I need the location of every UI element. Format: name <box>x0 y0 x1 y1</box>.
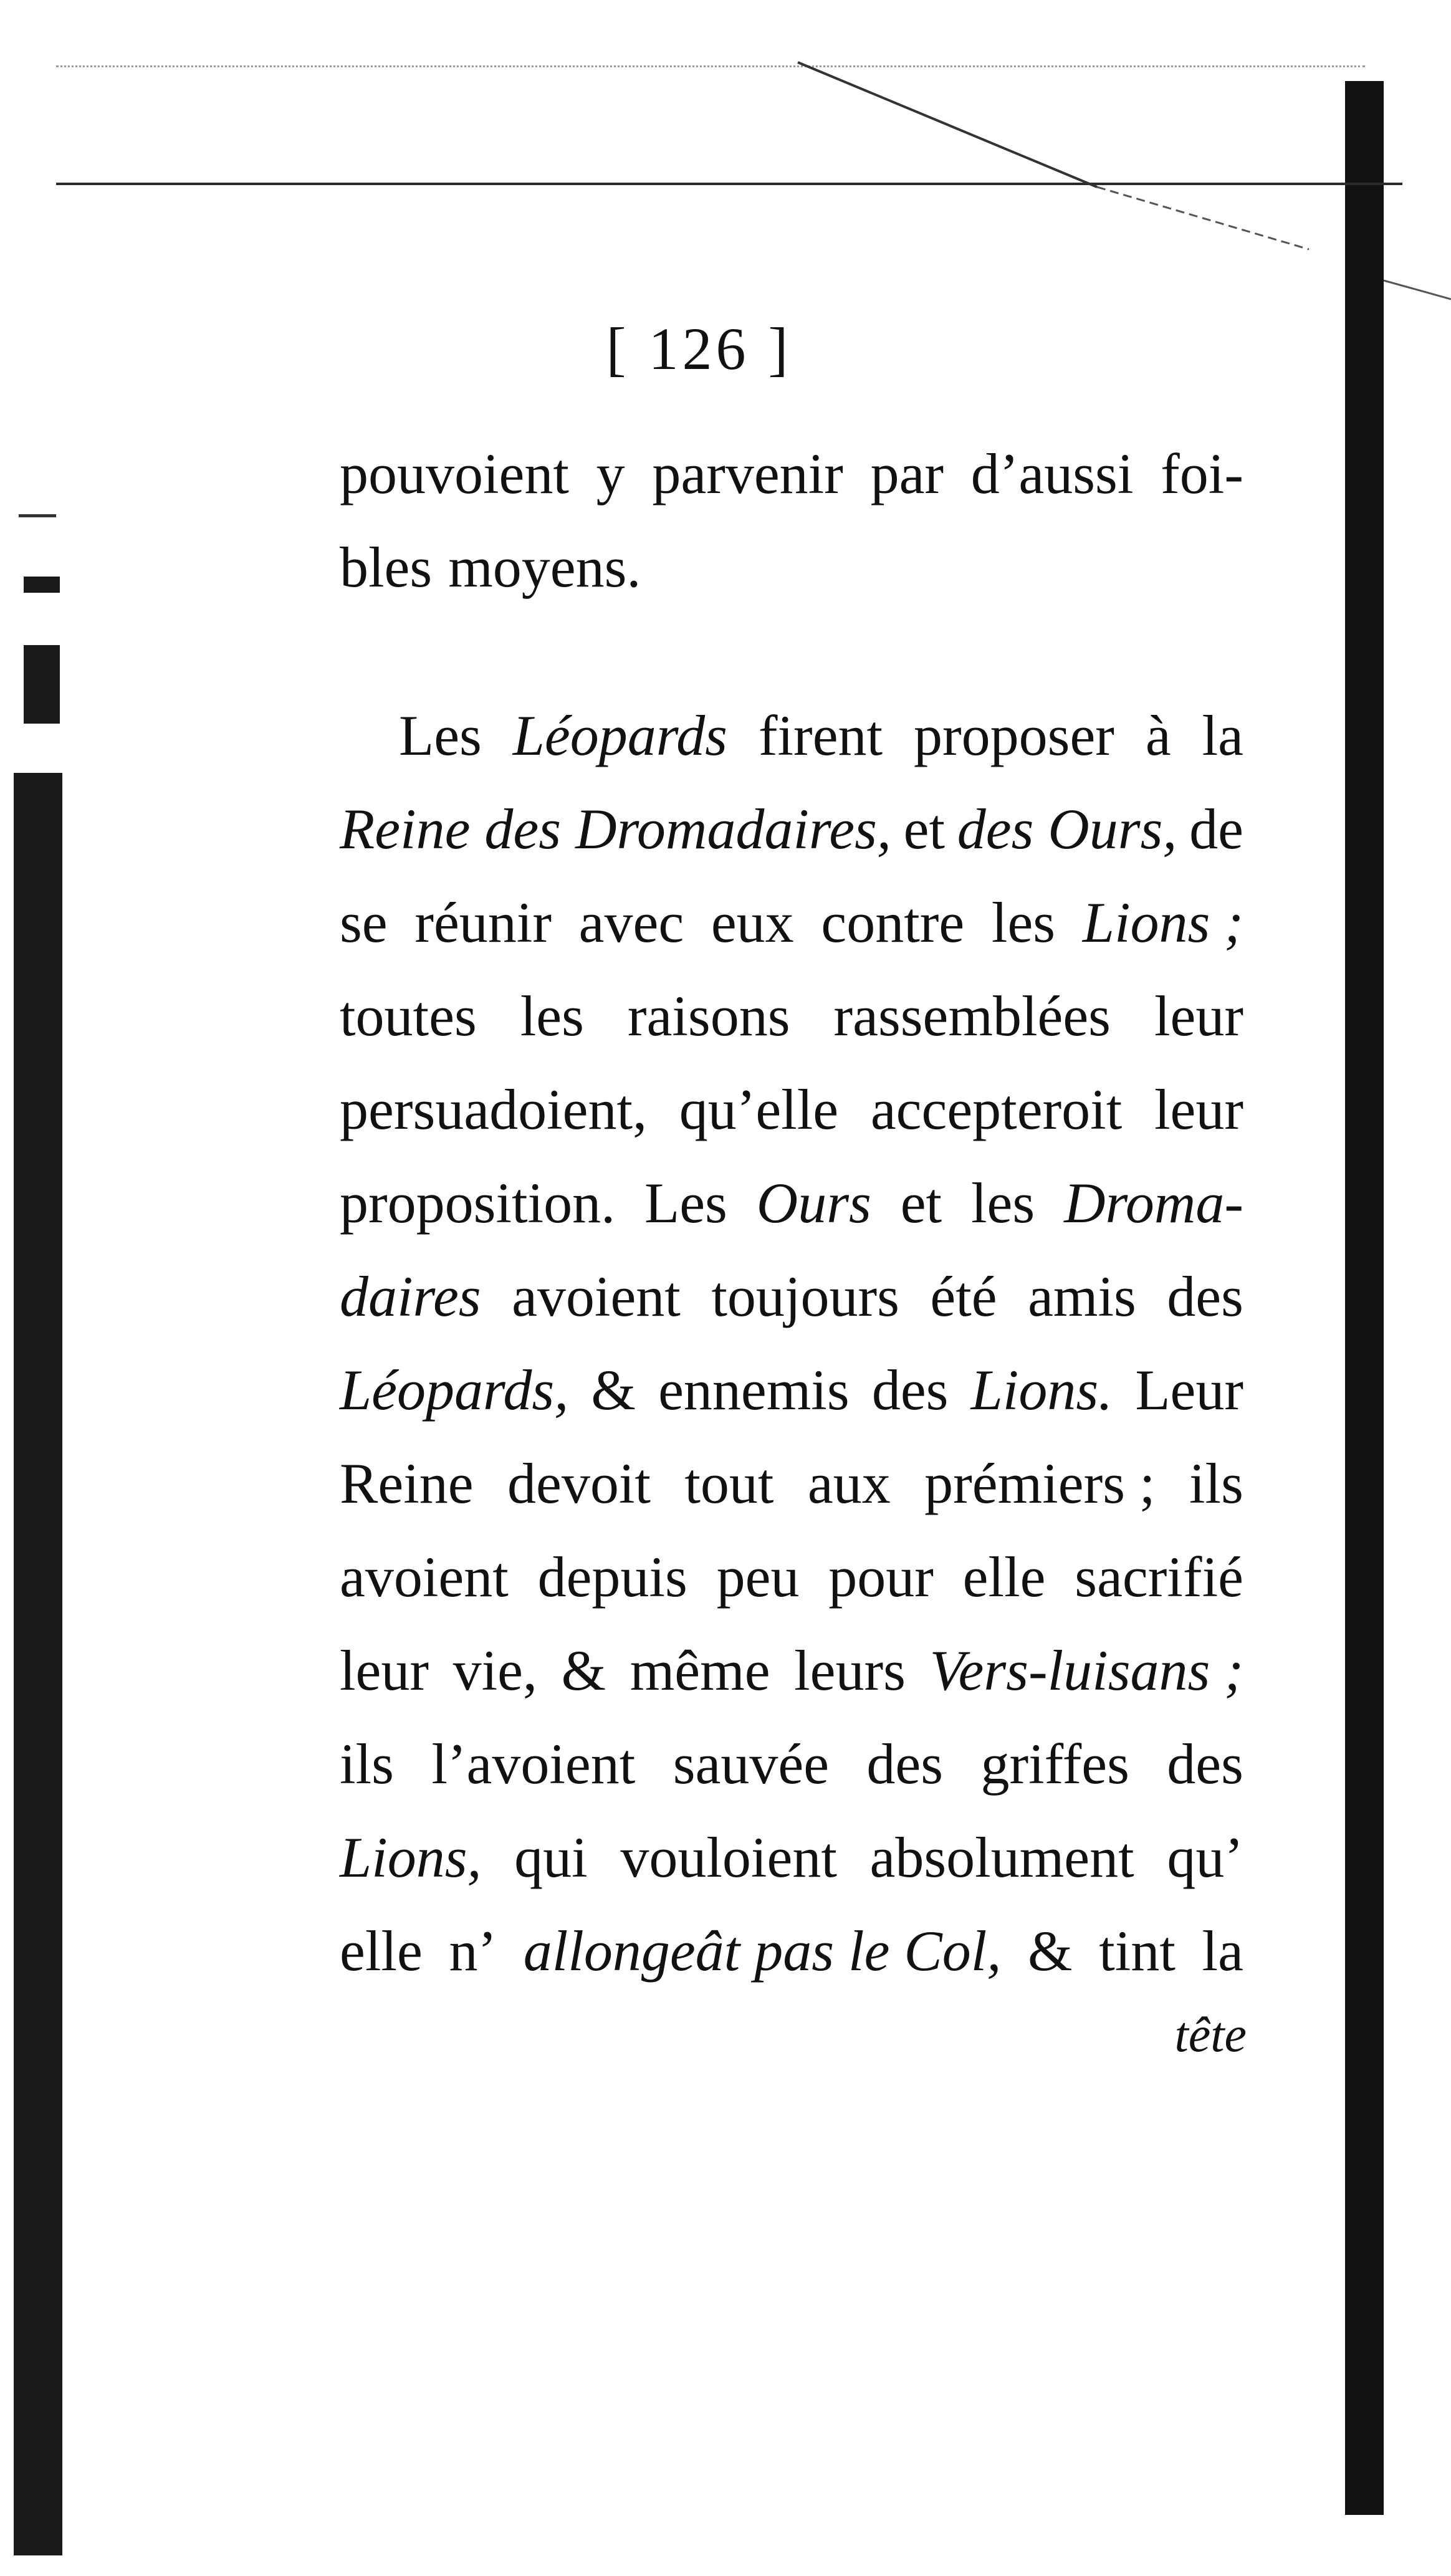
text-line <box>340 876 1243 969</box>
scan-edge-left <box>14 773 62 2555</box>
word: même <box>630 1639 770 1702</box>
word: contre <box>821 891 965 954</box>
word: allongeât pas le Col, <box>523 1919 1002 1983</box>
text-line <box>340 1904 1243 1998</box>
word: ils <box>340 1732 394 1796</box>
word: Léopards, <box>340 1358 569 1422</box>
word: devoit <box>507 1452 651 1515</box>
word: n’ <box>449 1919 497 1983</box>
word: & <box>591 1358 636 1422</box>
word: amis <box>1028 1265 1136 1328</box>
word: daires <box>340 1265 481 1328</box>
word: Les <box>644 1171 727 1235</box>
word: la <box>1202 1919 1243 1983</box>
word: pouvoient <box>340 442 569 505</box>
text-line <box>340 969 1243 1063</box>
word: qu’ <box>1167 1826 1243 1889</box>
word: y <box>596 442 625 505</box>
word: qu’elle <box>679 1078 839 1141</box>
word: toujours <box>711 1265 899 1328</box>
text-line <box>340 1717 1243 1811</box>
word: Reine des Dromadaires, <box>340 797 891 861</box>
word: Les <box>399 704 482 767</box>
word: ils <box>1189 1452 1243 1515</box>
word: Lions. <box>970 1358 1113 1422</box>
word: des <box>1167 1265 1243 1328</box>
word: d’aussi <box>970 442 1134 505</box>
word: parvenir <box>652 442 843 505</box>
word: aux <box>807 1452 891 1515</box>
body-text <box>340 427 1243 1998</box>
word: la <box>1202 704 1243 767</box>
word: des <box>1167 1732 1243 1796</box>
word: de <box>1189 797 1243 861</box>
word: Vers-luisans ; <box>929 1639 1243 1702</box>
paragraph <box>340 689 1243 1998</box>
text-line <box>340 1624 1243 1717</box>
word: Ours <box>756 1171 871 1235</box>
catchword: tête <box>1174 2008 1247 2062</box>
word: les <box>970 1171 1035 1235</box>
word: peu <box>716 1545 800 1609</box>
text-line <box>340 427 1243 520</box>
word: avoient <box>340 1545 509 1609</box>
word: griffes <box>980 1732 1129 1796</box>
scan-mark <box>24 645 60 724</box>
word: des <box>871 1358 949 1422</box>
word: à <box>1145 704 1171 767</box>
text-line <box>340 689 1243 782</box>
word: bles <box>340 535 433 599</box>
word: ennemis <box>658 1358 850 1422</box>
word: proposition. <box>340 1171 616 1235</box>
word: vie, <box>453 1639 538 1702</box>
word: Léopards <box>512 704 727 767</box>
word: pour <box>828 1545 934 1609</box>
word: elle <box>962 1545 1046 1609</box>
scan-edge-right <box>1345 81 1384 2515</box>
word: proposer <box>914 704 1114 767</box>
word: accepteroit <box>870 1078 1123 1141</box>
word: sauvée <box>673 1732 830 1796</box>
paragraph-gap <box>340 614 1243 689</box>
word: toutes <box>340 984 477 1048</box>
scan-mark <box>19 514 56 517</box>
text-line <box>340 782 1243 876</box>
word: réunir <box>414 891 552 954</box>
word: Lions, <box>340 1826 482 1889</box>
word: les <box>520 984 584 1048</box>
text-line <box>340 1063 1243 1156</box>
word: leur <box>1154 1078 1243 1141</box>
word: moyens. <box>448 535 641 599</box>
word: des <box>866 1732 944 1796</box>
word: Lions ; <box>1082 891 1243 954</box>
word: les <box>991 891 1056 954</box>
word: prémiers ; <box>924 1452 1156 1515</box>
word: elle <box>340 1919 423 1983</box>
word: absolument <box>869 1826 1134 1889</box>
word: Leur <box>1135 1358 1243 1422</box>
word: Droma- <box>1064 1171 1243 1235</box>
word: tout <box>684 1452 774 1515</box>
text-line <box>340 1343 1243 1437</box>
paragraph <box>340 427 1243 614</box>
word: et <box>903 797 946 861</box>
text-line <box>340 1250 1243 1343</box>
word: Reine <box>340 1452 474 1515</box>
text-line <box>340 1437 1243 1530</box>
word: été <box>930 1265 997 1328</box>
word: avoient <box>512 1265 681 1328</box>
word: se <box>340 891 388 954</box>
word: & <box>561 1639 606 1702</box>
word: leur <box>1154 984 1243 1048</box>
word: rassemblées <box>833 984 1111 1048</box>
word: persuadoient, <box>340 1078 648 1141</box>
word: & <box>1028 1919 1073 1983</box>
word: par <box>870 442 944 505</box>
word: sacrifié <box>1075 1545 1243 1609</box>
word: foi- <box>1161 442 1243 505</box>
word: vouloient <box>620 1826 837 1889</box>
text-line <box>340 1811 1243 1904</box>
word: depuis <box>537 1545 687 1609</box>
text-line <box>340 520 1243 614</box>
word: firent <box>758 704 883 767</box>
text-line <box>340 1156 1243 1250</box>
word: leur <box>340 1639 429 1702</box>
word: leurs <box>794 1639 906 1702</box>
word: qui <box>514 1826 588 1889</box>
word: eux <box>711 891 794 954</box>
word: tint <box>1099 1919 1176 1983</box>
page-number: [ 126 ] <box>606 315 792 382</box>
word: des Ours, <box>957 797 1177 861</box>
word: avec <box>578 891 684 954</box>
word: l’avoient <box>431 1732 636 1796</box>
word: et <box>900 1171 942 1235</box>
scan-mark <box>24 577 60 593</box>
text-line <box>340 1530 1243 1624</box>
word: raisons <box>627 984 790 1048</box>
